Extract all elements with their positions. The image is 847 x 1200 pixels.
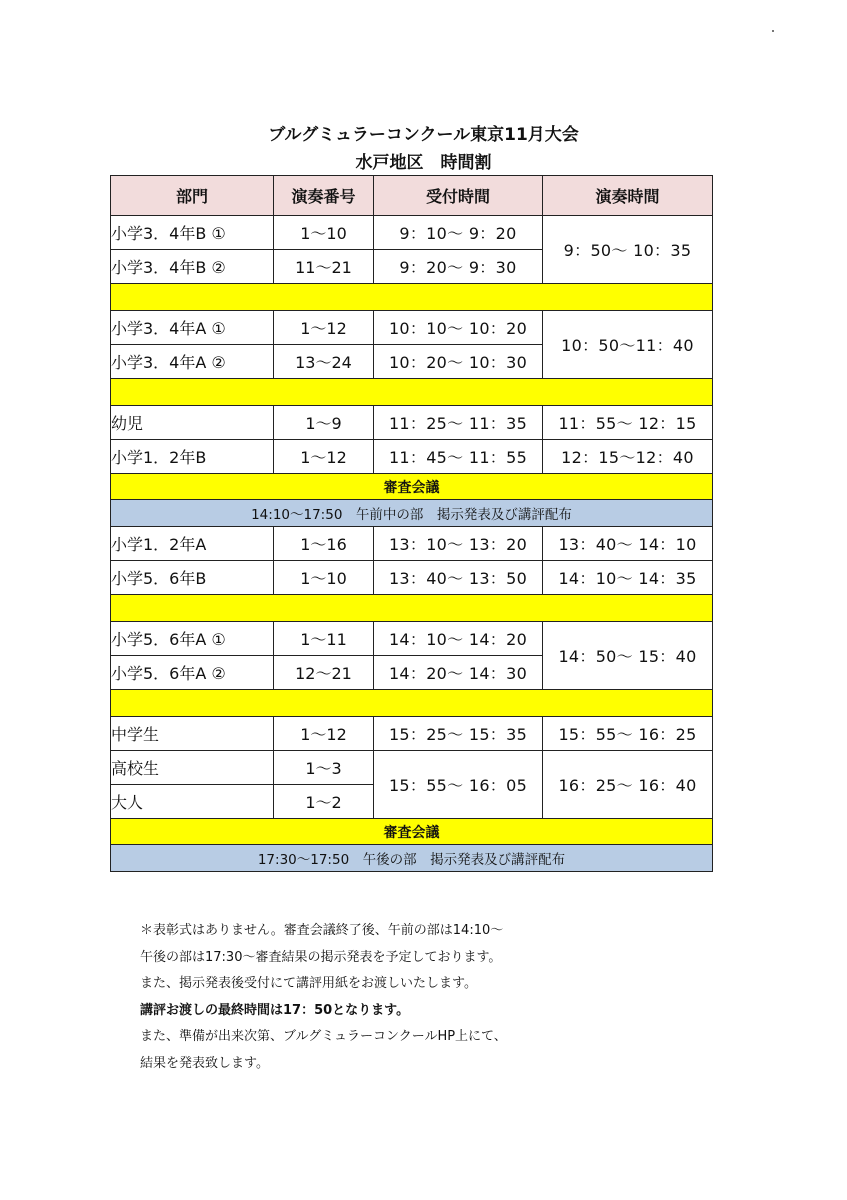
number-cell: 1～16 — [274, 527, 374, 561]
number-cell: 13～24 — [274, 345, 374, 379]
table-row — [111, 440, 713, 474]
meeting-row — [111, 819, 713, 845]
category-cell: 大人 — [111, 785, 274, 819]
header-reception: 受付時間 — [374, 176, 543, 216]
note-line: 結果を発表致します。 — [140, 1055, 269, 1071]
number-cell: 1～12 — [274, 311, 374, 345]
table-row — [111, 527, 713, 561]
corner-dot — [772, 30, 774, 32]
spacer-cell — [111, 379, 713, 406]
number-cell: 1～3 — [274, 751, 374, 785]
header-performance: 演奏時間 — [543, 176, 713, 216]
meeting-cell: 審査会議 — [111, 819, 713, 845]
spacer-cell — [111, 284, 713, 311]
note-line: 午後の部は17:30～審査結果の掲示発表を予定しております。 — [140, 949, 502, 965]
category-cell: 高校生 — [111, 751, 274, 785]
table-row — [111, 622, 713, 656]
category-cell: 小学3．4年B ② — [111, 250, 274, 284]
header-number: 演奏番号 — [274, 176, 374, 216]
spacer-cell — [111, 595, 713, 622]
reception-cell: 9：10～ 9：20 — [374, 216, 543, 250]
category-cell: 小学5．6年A ① — [111, 622, 274, 656]
note-line: ＊表彰式はありません。審査会議終了後、午前の部は14:10～ — [140, 923, 504, 938]
spacer-cell — [111, 690, 713, 717]
number-cell: 1～11 — [274, 622, 374, 656]
header-category: 部門 — [111, 176, 274, 216]
performance-cell: 13：40～ 14：10 — [543, 527, 713, 561]
reception-cell: 9：20～ 9：30 — [374, 250, 543, 284]
notice-row — [111, 500, 713, 527]
performance-cell: 16：25～ 16：40 — [543, 751, 713, 819]
category-cell: 小学5．6年A ② — [111, 656, 274, 690]
spacer-row — [111, 284, 713, 311]
reception-cell: 11：45～ 11：55 — [374, 440, 543, 474]
performance-cell: 14：10～ 14：35 — [543, 561, 713, 595]
category-cell: 中学生 — [111, 717, 274, 751]
performance-cell: 11：55～ 12：15 — [543, 406, 713, 440]
spacer-row — [111, 690, 713, 717]
notice-row — [111, 845, 713, 872]
number-cell: 1～2 — [274, 785, 374, 819]
category-cell: 小学1．2年B — [111, 440, 274, 474]
meeting-row — [111, 474, 713, 500]
table-row — [111, 216, 713, 250]
category-cell: 小学1．2年A — [111, 527, 274, 561]
category-cell: 小学5．6年B — [111, 561, 274, 595]
reception-cell: 11：25～ 11：35 — [374, 406, 543, 440]
table-row — [111, 751, 713, 785]
number-cell: 1～12 — [274, 440, 374, 474]
reception-cell: 10：10～ 10：20 — [374, 311, 543, 345]
header-row — [111, 176, 713, 216]
reception-cell: 13：40～ 13：50 — [374, 561, 543, 595]
schedule-table — [110, 175, 713, 872]
table-row — [111, 311, 713, 345]
reception-cell: 15：25～ 15：35 — [374, 717, 543, 751]
number-cell: 1～10 — [274, 561, 374, 595]
table-row — [111, 561, 713, 595]
notice-cell: 17:30～17:50 午後の部 掲示発表及び講評配布 — [111, 845, 713, 872]
spacer-row — [111, 595, 713, 622]
note-line: また、掲示発表後受付にて講評用紙をお渡しいたします。 — [140, 976, 477, 991]
reception-cell: 13：10～ 13：20 — [374, 527, 543, 561]
reception-cell: 10：20～ 10：30 — [374, 345, 543, 379]
performance-cell: 15：55～ 16：25 — [543, 717, 713, 751]
category-cell: 小学3．4年A ① — [111, 311, 274, 345]
page-subtitle: 水戸地区 時間割 — [355, 153, 492, 173]
category-cell: 幼児 — [111, 406, 274, 440]
reception-cell: 14：10～ 14：20 — [374, 622, 543, 656]
category-cell: 小学3．4年A ② — [111, 345, 274, 379]
reception-cell: 15：55～ 16：05 — [374, 751, 543, 819]
page-title: ブルグミュラーコンクール東京11月大会 — [268, 125, 579, 145]
table-row — [111, 717, 713, 751]
number-cell: 1～10 — [274, 216, 374, 250]
reception-cell: 14：20～ 14：30 — [374, 656, 543, 690]
notice-cell: 14:10～17:50 午前中の部 掲示発表及び講評配布 — [111, 500, 713, 527]
number-cell: 1～9 — [274, 406, 374, 440]
performance-cell: 12：15～12：40 — [543, 440, 713, 474]
note-line-bold: 講評お渡しの最終時間は17：50となります。 — [140, 1002, 410, 1018]
note-line: また、準備が出来次第、ブルグミュラーコンクールHP上にて、 — [140, 1029, 507, 1044]
number-cell: 12～21 — [274, 656, 374, 690]
performance-cell: 14：50～ 15：40 — [543, 622, 713, 690]
performance-cell: 9：50～ 10：35 — [543, 216, 713, 284]
meeting-cell: 審査会議 — [111, 474, 713, 500]
number-cell: 1～12 — [274, 717, 374, 751]
performance-cell: 10：50～11：40 — [543, 311, 713, 379]
notes — [140, 918, 507, 1077]
number-cell: 11～21 — [274, 250, 374, 284]
table-row — [111, 406, 713, 440]
spacer-row — [111, 379, 713, 406]
category-cell: 小学3．4年B ① — [111, 216, 274, 250]
